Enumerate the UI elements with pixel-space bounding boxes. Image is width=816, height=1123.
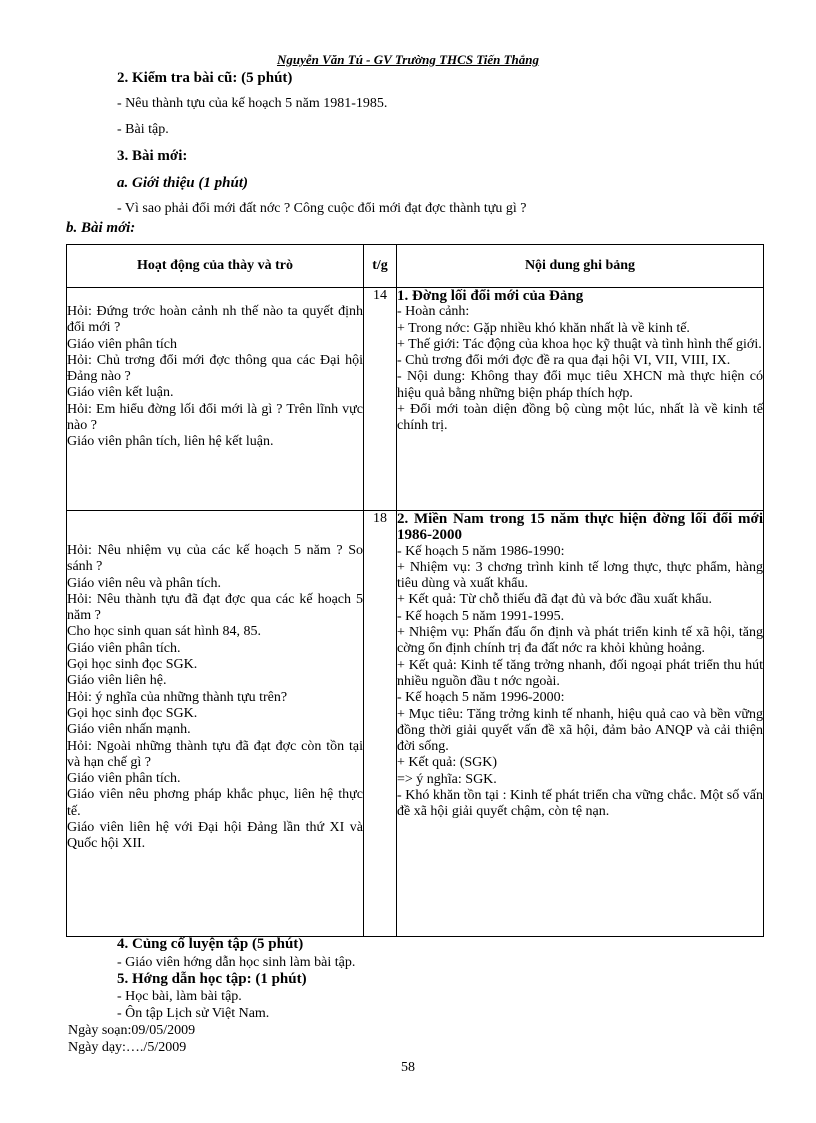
content-line: + Kết quả: Từ chỗ thiếu đã đạt đủ và bớc đầu xuất khẩu.: [397, 592, 712, 608]
date-taught: Ngày dạy:…./5/2009: [68, 1040, 187, 1055]
content-section-title: 1. Đờng lối đổi mới của Đảng: [397, 288, 584, 304]
content-line: - Nội dung: Không thay đổi mục tiêu XHCN mà thực hiện có hiệu quả bằng những biện pháp thích hợp.: [397, 369, 763, 401]
section-4-title: 4. Củng cố luyện tập (5 phút): [117, 936, 304, 952]
content-line: + Đổi mới toàn diện đồng bộ cùng một lúc, nhất là về kinh tế chính trị.: [397, 402, 763, 434]
intro-title: a. Giới thiệu (1 phút): [117, 175, 248, 191]
content-line: + Thế giới: Tác động của khoa học kỹ thuật và tình hình thế giới.: [397, 336, 762, 352]
content-cell: [397, 511, 764, 937]
content-line: - Kế hoạch 5 năm 1991-1995.: [397, 608, 565, 624]
activity-line: Giáo viên nêu phơng pháp khắc phục, liên hệ thực tế.: [67, 787, 363, 819]
section-4-text: - Giáo viên hớng dẫn học sinh làm bài tập.: [117, 955, 356, 970]
section-3-title: 3. Bài mới:: [117, 148, 188, 164]
activity-line: Cho học sinh quan sát hình 84, 85.: [67, 624, 262, 640]
activity-line: Hỏi: Nêu nhiệm vụ của các kế hoạch 5 năm ? So sánh ?: [67, 543, 363, 575]
date-prepared: Ngày soạn:09/05/2009: [68, 1023, 196, 1038]
activity-line: Gọi học sinh đọc SGK.: [67, 657, 198, 673]
col-header-content: Nội dung ghi bảng: [397, 245, 764, 288]
table-row: [67, 511, 764, 937]
content-line: + Kết quả: Kinh tế tăng trởng nhanh, đối ngoại phát triển thu hút nhiều nguồn đầu t nớc ngoài.: [397, 657, 763, 689]
activity-line: Hỏi: Ngoài những thành tựu đã đạt đợc còn tồn tại và hạn chế gì ?: [67, 738, 363, 770]
section-5-item: - Học bài, làm bài tập.: [117, 989, 242, 1004]
activity-line: Hỏi: Nêu thành tựu đã đạt đợc qua các kế hoạch 5 năm ?: [67, 591, 363, 624]
activity-line: Giáo viên kết luận.: [67, 385, 174, 401]
time-cell: 14: [364, 288, 397, 511]
page-header: Nguyễn Văn Tú - GV Trường THCS Tiến Thắng: [276, 52, 540, 67]
section-2-title: 2. Kiểm tra bài cũ: (5 phút): [117, 70, 293, 86]
content-line: - Kế hoạch 5 năm 1986-1990:: [397, 543, 565, 559]
col-header-activities: Hoạt động của thày và trò: [67, 245, 364, 288]
content-line: + Nhiệm vụ: 3 chơng trình kinh tế lơng thực, thực phẩm, hàng tiêu dùng và xuất khẩu.: [397, 559, 763, 592]
content-line: + Mục tiêu: Tăng trởng kinh tế nhanh, hiệu quả cao và bền vững đồng thời giải quyết vấn đề xã hội, đảm bảo ANQP và cải thiện đời sống.: [397, 706, 763, 755]
activities-cell: [67, 511, 364, 937]
activity-line: Giáo viên phân tích: [67, 336, 178, 352]
intro-text: - Vì sao phải đổi mới đất nớc ? Công cuộc đổi mới đạt đợc thành tựu gì ?: [117, 201, 527, 216]
content-line: + Kết quả: (SGK): [397, 755, 498, 771]
activity-line: Hỏi: ý nghĩa của những thành tựu trên?: [67, 689, 288, 705]
time-cell: 18: [364, 511, 397, 937]
activities-cell: [67, 288, 364, 511]
activity-line: Giáo viên liên hệ với Đại hội Đảng lần thứ XI và Quốc hội XII.: [67, 820, 363, 852]
content-section-title: 2. Miền Nam trong 15 năm thực hiện đờng lối đổi mới 1986-2000: [397, 511, 763, 544]
activity-line: Gọi học sinh đọc SGK.: [67, 705, 198, 721]
activity-line: Giáo viên phân tích, liên hệ kết luận.: [67, 434, 274, 450]
section-5-item: - Ôn tập Lịch sử Việt Nam.: [117, 1006, 270, 1021]
col-header-time: t/g: [364, 245, 397, 288]
activity-line: Giáo viên phân tích.: [67, 640, 181, 656]
content-cell: [397, 288, 764, 511]
content-line: + Trong nớc: Gặp nhiều khó khăn nhất là về kinh tế.: [397, 320, 690, 336]
table-header-row: [67, 245, 764, 288]
content-line: + Nhiệm vụ: Phấn đấu ổn định và phát triển kinh tế xã hội, tăng cờng ổn định chính trị đa đất nớc ra khỏi khủng hoảng.: [397, 625, 763, 657]
content-line: - Kế hoạch 5 năm 1996-2000:: [397, 690, 565, 706]
content-line: - Hoàn cảnh:: [397, 304, 470, 320]
activity-line: Giáo viên nhấn mạnh.: [67, 722, 191, 738]
content-line: => ý nghĩa: SGK.: [397, 771, 497, 787]
lesson-table: [66, 244, 764, 937]
activity-line: Giáo viên liên hệ.: [67, 673, 167, 689]
activity-line: Hỏi: Em hiểu đờng lối đổi mới là gì ? Trên lĩnh vực nào ?: [67, 401, 363, 434]
content-line: - Chủ trơng đổi mới đợc đề ra qua đại hội VI, VII, VIII, IX.: [397, 353, 731, 369]
lesson-title: b. Bài mới:: [66, 220, 136, 236]
activity-line: Giáo viên phân tích.: [67, 771, 181, 787]
section-5-title: 5. Hớng dẫn học tập: (1 phút): [117, 971, 307, 987]
activity-line: Giáo viên nêu và phân tích.: [67, 575, 221, 591]
page-number: 58: [401, 1060, 415, 1075]
activity-line: Hỏi: Đứng trớc hoàn cảnh nh thế nào ta quyết định đổi mới ?: [67, 304, 363, 336]
activity-line: Hỏi: Chủ trơng đổi mới đợc thông qua các Đại hội Đảng nào ?: [67, 352, 363, 385]
review-question: - Nêu thành tựu của kế hoạch 5 năm 1981-1985.: [117, 96, 388, 111]
table-row: [67, 288, 764, 511]
content-line: - Khó khăn tồn tại : Kinh tế phát triển cha vững chắc. Một số vấn đề xã hội giải quyết chậm, còn tệ nạn.: [397, 788, 763, 820]
review-exercise: - Bài tập.: [117, 122, 169, 137]
